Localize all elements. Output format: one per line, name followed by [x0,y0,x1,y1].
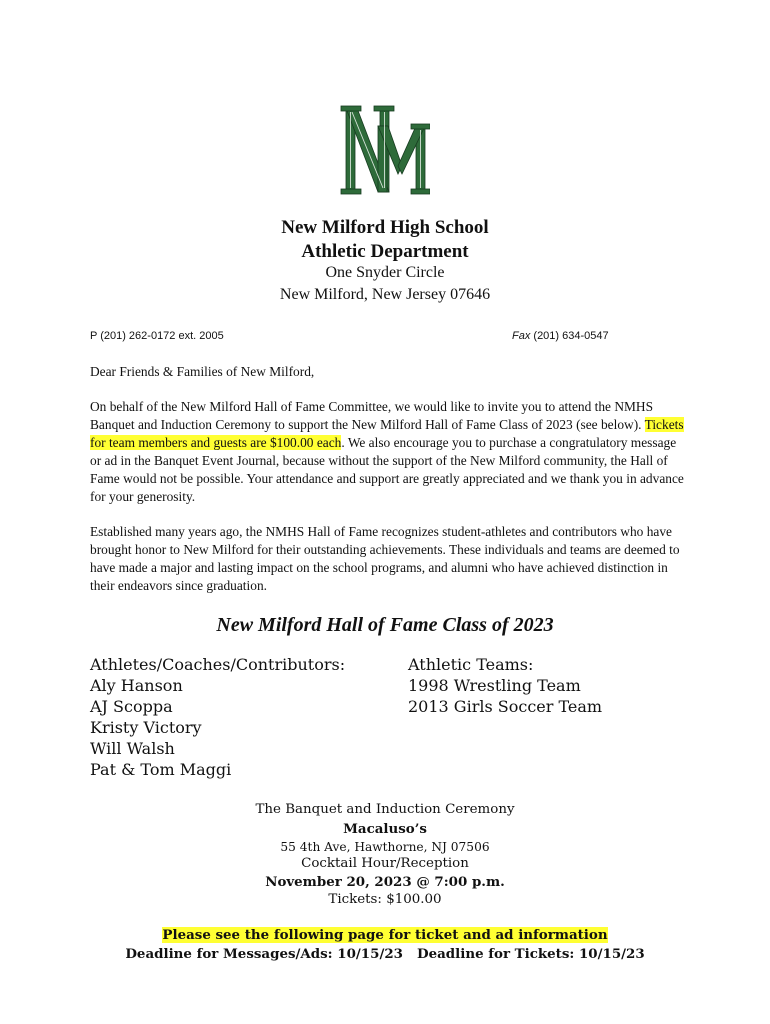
athletes-heading: Athletes/Coaches/Contributors: [90,655,346,674]
team-item: 2013 Girls Soccer Team [408,697,603,716]
salutation: Dear Friends & Families of New Milford, [90,364,315,379]
athlete-item: Will Walsh [90,739,175,758]
school-name: New Milford High School [281,217,489,238]
deadline-messages: Deadline for Messages/Ads: 10/15/23 [125,946,403,962]
event-reception: Cocktail Hour/Reception [301,856,469,871]
ticket-info-highlight: Please see the following page for ticket and ad information [162,927,608,943]
ticket-price-highlight: Tickets for team members and guests are $100.00 each [90,417,684,450]
invitation-paragraph [90,398,690,506]
history-paragraph: Established many years ago, the NMHS Hall of Fame recognizes student-athletes and contributors who have brought honor to New Milford for their outstanding achievements. These individuals and teams are deemed to have made a major and lasting impact on the school programs, and alumni who have achieved distinction in their endeavors since graduation. [90,524,680,593]
deadline-tickets: Deadline for Tickets: 10/15/23 [416,946,645,962]
teams-column [408,654,602,717]
teams-heading: Athletic Teams: [408,655,534,674]
ticket-info-notice [0,926,770,944]
athlete-item: Pat & Tom Maggi [90,760,232,779]
nm-monogram-logo [340,104,430,196]
team-item: 1998 Wrestling Team [408,676,581,695]
invitation-text-start: On behalf of the New Milford Hall of Fame Committee, we would like to invite you to attend the NMHS Banquet and Induction Ceremony to support the New Milford Hall of Fame Class of 2023 (see below). [90,399,654,432]
athlete-item: AJ Scoppa [90,697,173,716]
hall-of-fame-title: New Milford Hall of Fame Class of 2023 [216,614,554,636]
address-line-1: One Snyder Circle [325,264,445,281]
fax-value: (201) 634-0547 [530,330,609,342]
department-name: Athletic Department [301,241,469,262]
address-line-2: New Milford, New Jersey 07646 [279,286,491,303]
athletes-column [90,654,345,780]
fax-label: Fax [512,330,531,342]
event-venue: Macaluso’s [343,821,427,837]
fax-number [512,330,609,342]
invitation-text-end: . We also encourage you to purchase a congratulatory message or ad in the Banquet Event Journal, because without the support of the New Milford community, the Hall of Fame would not be possible. Your attendance and support are greatly appreciated and we thank you in advance for your generosity. [90,435,684,504]
event-datetime: November 20, 2023 @ 7:00 p.m. [265,874,505,890]
event-address: 55 4th Ave, Hawthorne, NJ 07506 [280,840,490,854]
athlete-item: Aly Hanson [90,676,183,695]
athlete-item: Kristy Victory [90,718,202,737]
event-tickets: Tickets: $100.00 [328,892,442,907]
deadlines [0,945,770,963]
event-name: The Banquet and Induction Ceremony [255,802,515,817]
phone-number: P (201) 262-0172 ext. 2005 [90,330,224,342]
